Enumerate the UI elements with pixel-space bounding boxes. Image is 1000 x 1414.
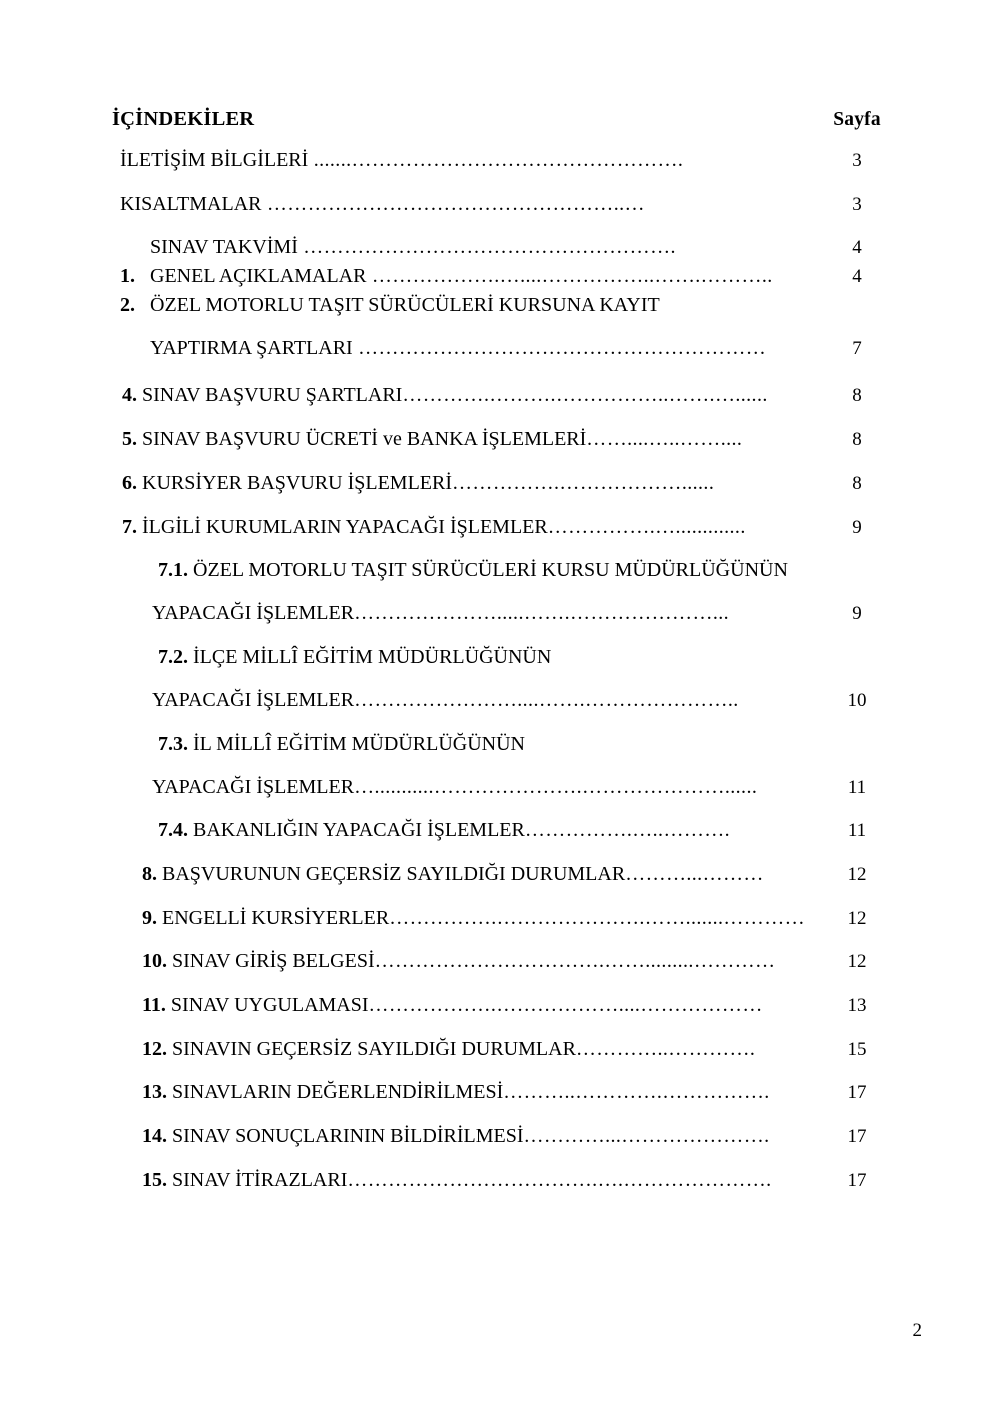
dot-leader: …………...…………………. (523, 1125, 770, 1148)
toc-entry[interactable] (112, 292, 900, 318)
toc-entry-number: 7.4. (158, 819, 193, 842)
toc-entry-label: İL MİLLÎ EĞİTİM MÜDÜRLÜĞÜNÜN (193, 732, 525, 755)
toc-entry-number: 13. (142, 1081, 172, 1104)
toc-entry-text (122, 470, 814, 496)
toc-entry-label: SINAVIN GEÇERSİZ SAYILDIĞI DURUMLAR (172, 1037, 576, 1060)
toc-entry[interactable] (112, 905, 900, 932)
toc-entry-label: İLGİLİ KURUMLARIN YAPACAĞI İŞLEMLER (142, 515, 548, 538)
toc-entry-label: SINAV UYGULAMASI (170, 994, 369, 1016)
toc-entry[interactable] (112, 382, 900, 409)
toc-entry-label: İLETİŞİM BİLGİLERİ (120, 149, 309, 171)
toc-entry-text (152, 687, 814, 713)
toc-entry[interactable] (112, 687, 900, 714)
toc-entry[interactable] (112, 992, 900, 1019)
dot-leader: …………….…..………. (524, 819, 731, 842)
toc-entry-label: KURSİYER BAŞVURU İŞLEMLERİ (142, 471, 453, 494)
toc-entry-number: 7. (122, 515, 142, 538)
dot-leader: ………………………………………………. (297, 236, 676, 259)
toc-entry-number: 4. (122, 384, 142, 407)
toc-entry[interactable] (112, 147, 900, 174)
toc-entry-page: 4 (852, 237, 862, 259)
toc-entry-text (152, 774, 814, 800)
dot-leader: …………………………….…….........………… (374, 950, 776, 973)
toc-entry-text (120, 292, 814, 318)
toc-entry-page: 10 (847, 689, 867, 711)
dot-leader: .......…………………………………………. (308, 149, 684, 171)
toc-entry-text (152, 600, 814, 626)
dot-leader: ………………….....…….…………………... (354, 602, 730, 625)
toc-entry-label: SINAV İTİRAZLARI (172, 1168, 348, 1191)
toc-entry[interactable] (112, 600, 900, 627)
dot-leader: ………...……… (625, 862, 764, 885)
toc-entry-label: SINAV BAŞVURU ÜCRETİ ve BANKA İŞLEMLERİ (142, 428, 587, 451)
toc-entry-page: 8 (852, 429, 862, 451)
toc-entry-label: KISALTMALAR (120, 192, 262, 215)
dot-leader: ……………………....…….………………….. (354, 688, 739, 711)
toc-entry-label: YAPTIRMA ŞARTLARI (150, 336, 353, 359)
toc-entry-text (158, 557, 814, 583)
toc-entry-page: 13 (847, 995, 867, 1016)
page-column-header: Sayfa (833, 109, 881, 130)
toc-entry-text (158, 817, 814, 843)
toc-entry-number: 10. (142, 950, 172, 973)
dot-leader: ……………….…....……………..…….……….. (366, 265, 773, 288)
toc-entry-label: İLÇE MİLLÎ EĞİTİM MÜDÜRLÜĞÜNÜN (193, 645, 552, 668)
toc-entry-page: 8 (852, 472, 862, 494)
toc-entry-label: SINAVLARIN DEĞERLENDİRİLMESİ (172, 1081, 504, 1104)
toc-entry[interactable] (112, 1079, 900, 1106)
toc-entry-text (158, 644, 814, 670)
toc-entry-label: SINAV GİRİŞ BELGESİ (172, 950, 375, 973)
toc-entry-page: 7 (852, 337, 862, 359)
toc-entry[interactable] (112, 1167, 900, 1194)
toc-entry-text (142, 948, 814, 974)
toc-entry-text (142, 1079, 814, 1105)
dot-leader: ……....…..…….... (586, 428, 743, 451)
toc-entry-number: 14. (142, 1125, 172, 1148)
toc-entry-page: 11 (847, 776, 867, 798)
dot-leader: ………….……….……………..…….…...... (402, 384, 768, 407)
toc-entry[interactable] (112, 1036, 900, 1063)
dot-leader: ……………….………………....……………… (368, 994, 763, 1016)
dot-leader: ………..………….……………. (503, 1081, 770, 1104)
toc-entry-text (150, 335, 814, 361)
toc-entry-label: ÖZEL MOTORLU TAŞIT SÜRÜCÜLERİ KURSUNA KAYIT (150, 293, 660, 316)
toc-entry-label: SINAV TAKVİMİ (150, 236, 298, 259)
toc-entry-page: 12 (847, 951, 867, 973)
toc-entry[interactable] (112, 557, 900, 583)
toc-entry-label: ENGELLİ KURSİYERLER (162, 906, 390, 929)
toc-entry-text (142, 861, 814, 887)
toc-entry[interactable] (112, 426, 900, 453)
toc-entry-page: 9 (852, 603, 862, 625)
toc-entry-number: 15. (142, 1168, 172, 1191)
toc-entry-text (142, 1036, 814, 1062)
toc-entry[interactable] (112, 817, 900, 844)
toc-entry-number: 6. (122, 471, 142, 494)
toc-entry-label: YAPACAĞI İŞLEMLER (152, 688, 355, 711)
toc-entry[interactable] (112, 470, 900, 497)
toc-entry-text (120, 191, 814, 217)
toc-entry-page: 11 (847, 820, 867, 842)
toc-entry[interactable] (112, 644, 900, 670)
page-title: İÇİNDEKİLER (112, 108, 255, 130)
toc-entry[interactable] (112, 514, 900, 541)
table-of-contents (112, 108, 900, 1193)
dot-leader: …………….………………….…….......………… (389, 906, 806, 929)
dot-leader: …………………………………………………… (352, 336, 767, 359)
toc-entry[interactable] (112, 335, 900, 362)
toc-entry-number: 7.1. (158, 559, 193, 582)
dot-leader: ……………………………….….…………………. (347, 1168, 772, 1191)
toc-entry-page: 8 (852, 385, 862, 407)
toc-entry[interactable] (112, 234, 900, 261)
toc-entry[interactable] (112, 1123, 900, 1150)
toc-entry-page: 3 (852, 193, 862, 215)
toc-entry-number: 7.2. (158, 645, 193, 668)
toc-entry[interactable] (112, 731, 900, 757)
toc-entry-label: GENEL AÇIKLAMALAR (150, 265, 367, 288)
toc-entry-page: 4 (852, 266, 862, 288)
dot-leader: ……………………………………………..… (261, 192, 645, 215)
toc-entry-label: SINAV BAŞVURU ŞARTLARI (142, 384, 403, 407)
toc-entry-number: 9. (142, 906, 162, 929)
dot-leader: …………….………………...... (452, 471, 715, 494)
toc-entry[interactable] (112, 948, 900, 975)
toc-entry[interactable] (112, 861, 900, 888)
toc-entry-number: 7.3. (158, 732, 193, 755)
toc-entry-number: 2. (120, 293, 135, 316)
toc-entry-text (120, 147, 814, 173)
toc-entry-label: YAPACAĞI İŞLEMLER (152, 602, 355, 625)
toc-entry-page: 17 (847, 1126, 867, 1148)
toc-entry[interactable] (112, 263, 900, 290)
toc-entry-text (150, 234, 814, 260)
dot-leader: …...........………………….…………………...... (354, 775, 758, 798)
toc-entry-text (142, 1123, 814, 1149)
toc-entry-page: 15 (847, 1038, 867, 1060)
toc-entry-label: SINAV SONUÇLARININ BİLDİRİLMESİ (172, 1125, 524, 1148)
toc-entry-number: 11. (142, 994, 171, 1016)
toc-entry-number: 1. (120, 265, 135, 288)
toc-entry-page: 17 (847, 1169, 867, 1191)
dot-leader: …………..…………. (575, 1037, 756, 1060)
toc-entry-text (158, 731, 814, 757)
toc-entry-text (142, 1167, 814, 1193)
toc-entry[interactable] (112, 191, 900, 218)
toc-entry-number: 5. (122, 428, 142, 451)
dot-leader: …………….…............. (547, 515, 746, 538)
toc-entry-label: BAŞVURUNUN GEÇERSİZ SAYILDIĞI DURUMLAR (162, 862, 626, 885)
toc-entry-label: YAPACAĞI İŞLEMLER (152, 775, 355, 798)
toc-entry-number: 12. (142, 1037, 172, 1060)
toc-entry-text (122, 514, 814, 540)
toc-entry-text (142, 905, 814, 931)
footer-page-number: 2 (912, 1320, 922, 1341)
toc-entry-number: 8. (142, 862, 162, 885)
toc-entry-text (122, 426, 814, 452)
toc-entry-text (120, 263, 814, 289)
toc-entry-page: 12 (847, 863, 867, 885)
toc-entry-label: BAKANLIĞIN YAPACAĞI İŞLEMLER (193, 819, 525, 842)
toc-entry-text (122, 382, 814, 408)
toc-entry-label: ÖZEL MOTORLU TAŞIT SÜRÜCÜLERİ KURSU MÜDÜRLÜĞÜNÜN (193, 559, 788, 582)
toc-header-row (112, 108, 900, 131)
toc-entry-text (142, 992, 814, 1018)
toc-entry[interactable] (112, 774, 900, 801)
toc-entry-page: 12 (847, 907, 867, 929)
toc-entry-page: 3 (852, 150, 862, 171)
toc-entry-page: 9 (852, 516, 862, 538)
toc-entry-page: 17 (847, 1082, 867, 1104)
